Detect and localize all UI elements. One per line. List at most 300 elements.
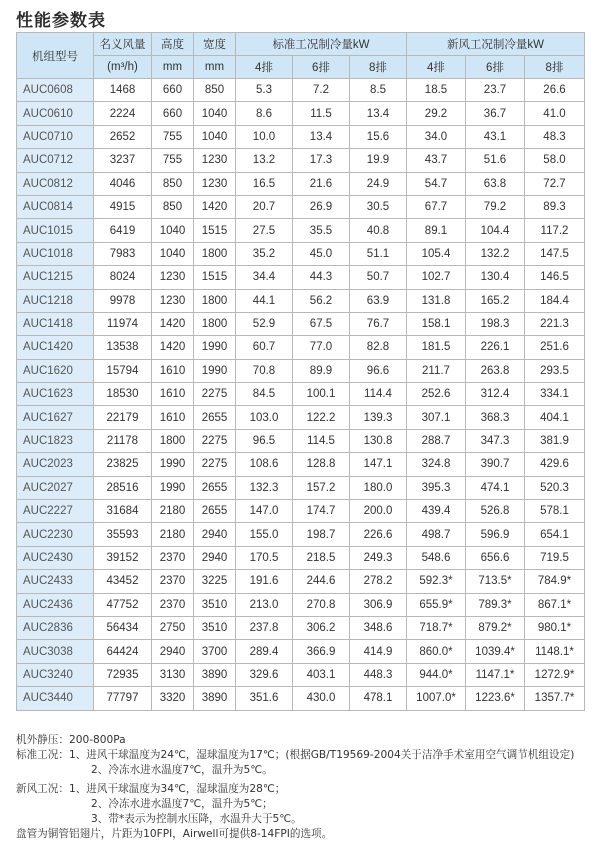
table-row	[17, 102, 585, 125]
table-cell: 67.7	[407, 195, 466, 218]
model-cell: AUC1627	[17, 406, 94, 429]
table-cell: 20.7	[236, 195, 293, 218]
performance-table	[16, 32, 585, 711]
table-cell: 26.6	[525, 79, 585, 102]
table-cell: 430.0	[293, 687, 350, 710]
table-cell: 1610	[152, 406, 194, 429]
model-cell: AUC0610	[17, 102, 94, 125]
table-cell: 1800	[194, 289, 236, 312]
table-cell: 63.9	[350, 289, 407, 312]
table-cell: 128.8	[293, 453, 350, 476]
table-cell: 72.7	[525, 172, 585, 195]
table-cell: 3510	[194, 593, 236, 616]
table-cell: 67.5	[293, 312, 350, 335]
model-cell: AUC1215	[17, 266, 94, 289]
table-cell: 77.0	[293, 336, 350, 359]
table-cell: 8024	[94, 266, 152, 289]
table-cell: 181.5	[407, 336, 466, 359]
table-row	[17, 242, 585, 265]
table-row	[17, 616, 585, 639]
table-cell: 132.3	[236, 476, 293, 499]
table-cell: 58.0	[525, 149, 585, 172]
table-cell: 944.0*	[407, 663, 466, 686]
model-cell: AUC2230	[17, 523, 94, 546]
header-fresh-air-capacity: 新风工况制冷量kW	[407, 33, 585, 56]
table-cell: 100.1	[293, 383, 350, 406]
table-cell: 755	[152, 125, 194, 148]
header-height-unit: mm	[152, 56, 194, 79]
table-row	[17, 219, 585, 242]
table-cell: 2652	[94, 125, 152, 148]
table-cell: 252.6	[407, 383, 466, 406]
table-cell: 50.7	[350, 266, 407, 289]
table-cell: 249.3	[350, 546, 407, 569]
header-width-unit: mm	[194, 56, 236, 79]
table-cell: 879.2*	[466, 616, 525, 639]
table-cell: 184.4	[525, 289, 585, 312]
model-cell: AUC1418	[17, 312, 94, 335]
table-cell: 8.5	[350, 79, 407, 102]
table-row	[17, 429, 585, 452]
table-cell: 200.0	[350, 500, 407, 523]
model-cell: AUC2436	[17, 593, 94, 616]
header-fresh-6-row: 6排	[466, 56, 525, 79]
table-cell: 30.5	[350, 195, 407, 218]
table-cell: 860.0*	[407, 640, 466, 663]
table-cell: 347.3	[466, 429, 525, 452]
model-cell: AUC2836	[17, 616, 94, 639]
table-cell: 21.6	[293, 172, 350, 195]
table-cell: 34.4	[236, 266, 293, 289]
table-cell: 1420	[152, 312, 194, 335]
table-cell: 147.5	[525, 242, 585, 265]
table-cell: 27.5	[236, 219, 293, 242]
table-cell: 43452	[94, 570, 152, 593]
table-cell: 79.2	[466, 195, 525, 218]
model-cell: AUC1420	[17, 336, 94, 359]
table-cell: 2655	[194, 500, 236, 523]
table-cell: 2940	[194, 546, 236, 569]
table-cell: 1147.1*	[466, 663, 525, 686]
table-cell: 114.4	[350, 383, 407, 406]
table-cell: 289.4	[236, 640, 293, 663]
model-cell: AUC2023	[17, 453, 94, 476]
table-cell: 56434	[94, 616, 152, 639]
table-cell: 1990	[152, 453, 194, 476]
table-cell: 3225	[194, 570, 236, 593]
table-cell: 39152	[94, 546, 152, 569]
table-cell: 5.3	[236, 79, 293, 102]
model-cell: AUC2227	[17, 500, 94, 523]
table-cell: 41.0	[525, 102, 585, 125]
table-cell: 1272.9*	[525, 663, 585, 686]
table-cell: 130.4	[466, 266, 525, 289]
table-cell: 251.6	[525, 336, 585, 359]
table-cell: 348.6	[350, 616, 407, 639]
table-cell: 478.1	[350, 687, 407, 710]
table-cell: 1800	[194, 312, 236, 335]
table-cell: 660	[152, 102, 194, 125]
header-std-4-row: 4排	[236, 56, 293, 79]
header-model: 机组型号	[17, 33, 94, 79]
table-row	[17, 570, 585, 593]
table-cell: 270.8	[293, 593, 350, 616]
table-cell: 22179	[94, 406, 152, 429]
table-cell: 718.7*	[407, 616, 466, 639]
table-cell: 43.7	[407, 149, 466, 172]
table-cell: 1990	[194, 336, 236, 359]
table-cell: 130.8	[350, 429, 407, 452]
table-cell: 403.1	[293, 663, 350, 686]
model-cell: AUC1623	[17, 383, 94, 406]
table-cell: 147.0	[236, 500, 293, 523]
model-cell: AUC1015	[17, 219, 94, 242]
table-cell: 23.7	[466, 79, 525, 102]
table-cell: 114.5	[293, 429, 350, 452]
table-cell: 108.6	[236, 453, 293, 476]
table-cell: 395.3	[407, 476, 466, 499]
table-cell: 474.1	[466, 476, 525, 499]
table-cell: 51.6	[466, 149, 525, 172]
table-cell: 15794	[94, 359, 152, 382]
table-cell: 77797	[94, 687, 152, 710]
table-cell: 381.9	[525, 429, 585, 452]
table-cell: 218.5	[293, 546, 350, 569]
table-cell: 131.8	[407, 289, 466, 312]
table-cell: 165.2	[466, 289, 525, 312]
table-cell: 719.5	[525, 546, 585, 569]
table-row	[17, 476, 585, 499]
table-cell: 26.9	[293, 195, 350, 218]
table-cell: 170.5	[236, 546, 293, 569]
table-row	[17, 453, 585, 476]
table-cell: 1040	[152, 242, 194, 265]
table-row	[17, 149, 585, 172]
table-cell: 1357.7*	[525, 687, 585, 710]
table-cell: 263.8	[466, 359, 525, 382]
table-cell: 1230	[194, 172, 236, 195]
table-cell: 226.1	[466, 336, 525, 359]
table-cell: 48.3	[525, 125, 585, 148]
header-std-6-row: 6排	[293, 56, 350, 79]
table-cell: 1515	[194, 219, 236, 242]
table-cell: 324.8	[407, 453, 466, 476]
table-cell: 713.5*	[466, 570, 525, 593]
table-cell: 1800	[152, 429, 194, 452]
table-row	[17, 79, 585, 102]
table-cell: 1039.4*	[466, 640, 525, 663]
model-cell: AUC0712	[17, 149, 94, 172]
table-cell: 23825	[94, 453, 152, 476]
table-cell: 3510	[194, 616, 236, 639]
header-std-8-row: 8排	[350, 56, 407, 79]
table-cell: 36.7	[466, 102, 525, 125]
table-cell: 1420	[194, 195, 236, 218]
table-cell: 31684	[94, 500, 152, 523]
table-row	[17, 195, 585, 218]
table-cell: 221.3	[525, 312, 585, 335]
table-cell: 102.7	[407, 266, 466, 289]
table-cell: 15.6	[350, 125, 407, 148]
table-cell: 3237	[94, 149, 152, 172]
table-row	[17, 172, 585, 195]
table-cell: 526.8	[466, 500, 525, 523]
table-row	[17, 383, 585, 406]
table-cell: 60.7	[236, 336, 293, 359]
table-row	[17, 312, 585, 335]
table-cell: 52.9	[236, 312, 293, 335]
table-cell: 180.0	[350, 476, 407, 499]
model-cell: AUC2430	[17, 546, 94, 569]
model-cell: AUC0812	[17, 172, 94, 195]
table-row	[17, 663, 585, 686]
table-cell: 414.9	[350, 640, 407, 663]
table-cell: 1230	[194, 149, 236, 172]
table-cell: 157.2	[293, 476, 350, 499]
table-cell: 29.2	[407, 102, 466, 125]
table-cell: 13.4	[293, 125, 350, 148]
table-cell: 2370	[152, 593, 194, 616]
model-cell: AUC3440	[17, 687, 94, 710]
table-cell: 16.5	[236, 172, 293, 195]
table-cell: 96.6	[350, 359, 407, 382]
table-cell: 312.4	[466, 383, 525, 406]
table-cell: 70.8	[236, 359, 293, 382]
table-cell: 244.6	[293, 570, 350, 593]
table-cell: 226.6	[350, 523, 407, 546]
table-cell: 2275	[194, 383, 236, 406]
table-cell: 404.1	[525, 406, 585, 429]
table-cell: 2655	[194, 476, 236, 499]
model-cell: AUC3038	[17, 640, 94, 663]
note-fresh-2: 2、冷冻水进水温度7℃，温升为5℃；	[91, 798, 273, 810]
table-cell: 51.1	[350, 242, 407, 265]
table-cell: 1420	[152, 336, 194, 359]
table-cell: 789.3*	[466, 593, 525, 616]
header-standard-capacity: 标准工况制冷量kW	[236, 33, 407, 56]
note-static-pressure: 机外静压：200-800Pa	[16, 734, 126, 746]
table-cell: 660	[152, 79, 194, 102]
table-cell: 3130	[152, 663, 194, 686]
table-cell: 211.7	[407, 359, 466, 382]
table-cell: 498.7	[407, 523, 466, 546]
table-cell: 7983	[94, 242, 152, 265]
table-cell: 2370	[152, 570, 194, 593]
table-cell: 122.2	[293, 406, 350, 429]
page-title: 性能参数表	[16, 11, 106, 31]
table-cell: 56.2	[293, 289, 350, 312]
table-cell: 578.1	[525, 500, 585, 523]
table-cell: 10.0	[236, 125, 293, 148]
table-cell: 548.6	[407, 546, 466, 569]
table-cell: 784.9*	[525, 570, 585, 593]
table-cell: 17.3	[293, 149, 350, 172]
table-cell: 34.0	[407, 125, 466, 148]
table-cell: 13.4	[350, 102, 407, 125]
table-cell: 1007.0*	[407, 687, 466, 710]
model-cell: AUC3240	[17, 663, 94, 686]
table-cell: 3890	[194, 663, 236, 686]
table-row	[17, 359, 585, 382]
table-cell: 2750	[152, 616, 194, 639]
model-cell: AUC0710	[17, 125, 94, 148]
table-cell: 2275	[194, 429, 236, 452]
table-cell: 2940	[152, 640, 194, 663]
table-row	[17, 687, 585, 710]
table-cell: 24.9	[350, 172, 407, 195]
table-cell: 18.5	[407, 79, 466, 102]
model-cell: AUC1620	[17, 359, 94, 382]
table-cell: 44.1	[236, 289, 293, 312]
table-cell: 1230	[152, 266, 194, 289]
model-cell: AUC2027	[17, 476, 94, 499]
table-cell: 2655	[194, 406, 236, 429]
table-cell: 2224	[94, 102, 152, 125]
table-cell: 147.1	[350, 453, 407, 476]
table-cell: 366.9	[293, 640, 350, 663]
table-body	[17, 79, 585, 711]
table-cell: 174.7	[293, 500, 350, 523]
note-fresh-label: 新风工况：	[16, 783, 69, 795]
table-cell: 656.6	[466, 546, 525, 569]
table-row	[17, 523, 585, 546]
table-cell: 40.8	[350, 219, 407, 242]
table-cell: 2180	[152, 523, 194, 546]
table-cell: 1515	[194, 266, 236, 289]
table-cell: 2940	[194, 523, 236, 546]
table-row	[17, 593, 585, 616]
table-cell: 158.1	[407, 312, 466, 335]
table-cell: 654.1	[525, 523, 585, 546]
model-cell: AUC2433	[17, 570, 94, 593]
table-cell: 4915	[94, 195, 152, 218]
table-cell: 72935	[94, 663, 152, 686]
table-cell: 35.5	[293, 219, 350, 242]
table-cell: 306.9	[350, 593, 407, 616]
table-cell: 334.1	[525, 383, 585, 406]
header-fresh-8-row: 8排	[525, 56, 585, 79]
table-cell: 76.7	[350, 312, 407, 335]
table-cell: 3320	[152, 687, 194, 710]
table-cell: 368.3	[466, 406, 525, 429]
table-cell: 1990	[194, 359, 236, 382]
table-cell: 13.2	[236, 149, 293, 172]
notes	[16, 733, 586, 842]
table-cell: 96.5	[236, 429, 293, 452]
table-row	[17, 125, 585, 148]
header-airflow-unit: (m³/h)	[94, 56, 152, 79]
table-row	[17, 289, 585, 312]
table-cell: 1223.6*	[466, 687, 525, 710]
table-cell: 1040	[194, 102, 236, 125]
table-row	[17, 546, 585, 569]
table-cell: 592.3*	[407, 570, 466, 593]
table-row	[17, 500, 585, 523]
table-cell: 103.0	[236, 406, 293, 429]
table-cell: 9978	[94, 289, 152, 312]
table-cell: 2275	[194, 453, 236, 476]
note-standard-2: 2、冷冻水进水温度7℃，温升为5℃。	[91, 764, 273, 776]
table-cell: 47752	[94, 593, 152, 616]
table-cell: 307.1	[407, 406, 466, 429]
table-cell: 596.9	[466, 523, 525, 546]
table-cell: 278.2	[350, 570, 407, 593]
table-cell: 1230	[152, 289, 194, 312]
table-cell: 1990	[152, 476, 194, 499]
table-cell: 329.6	[236, 663, 293, 686]
table-cell: 155.0	[236, 523, 293, 546]
table-cell: 448.3	[350, 663, 407, 686]
table-cell: 198.7	[293, 523, 350, 546]
header-height: 高度	[152, 33, 194, 56]
table-cell: 429.6	[525, 453, 585, 476]
table-cell: 3700	[194, 640, 236, 663]
table-cell: 44.3	[293, 266, 350, 289]
table-cell: 117.2	[525, 219, 585, 242]
table-cell: 18530	[94, 383, 152, 406]
table-cell: 43.1	[466, 125, 525, 148]
table-cell: 1800	[194, 242, 236, 265]
table-cell: 104.4	[466, 219, 525, 242]
header-width: 宽度	[194, 33, 236, 56]
table-cell: 213.0	[236, 593, 293, 616]
table-cell: 13538	[94, 336, 152, 359]
table-cell: 1610	[152, 359, 194, 382]
note-fresh-1: 新风工况：1、进风干球温度为34℃，湿球温度为28℃；	[16, 783, 286, 795]
table-cell: 191.6	[236, 570, 293, 593]
table-cell: 11974	[94, 312, 152, 335]
model-cell: AUC1823	[17, 429, 94, 452]
table-cell: 1468	[94, 79, 152, 102]
table-cell: 288.7	[407, 429, 466, 452]
table-cell: 198.3	[466, 312, 525, 335]
table-cell: 980.1*	[525, 616, 585, 639]
note-fresh-3: 3、带*表示为控制水压降，水温升大于5℃。	[91, 813, 302, 825]
table-row	[17, 336, 585, 359]
table-cell: 146.5	[525, 266, 585, 289]
table-cell: 850	[152, 195, 194, 218]
table-cell: 1148.1*	[525, 640, 585, 663]
table-cell: 21178	[94, 429, 152, 452]
table-row	[17, 640, 585, 663]
table-cell: 28516	[94, 476, 152, 499]
table-cell: 1040	[194, 125, 236, 148]
table-cell: 8.6	[236, 102, 293, 125]
table-cell: 293.5	[525, 359, 585, 382]
table-cell: 89.9	[293, 359, 350, 382]
table-cell: 390.7	[466, 453, 525, 476]
table-cell: 64424	[94, 640, 152, 663]
table-cell: 306.2	[293, 616, 350, 639]
table-cell: 1040	[152, 219, 194, 242]
table-cell: 11.5	[293, 102, 350, 125]
header-airflow: 名义风量	[94, 33, 152, 56]
table-cell: 520.3	[525, 476, 585, 499]
note-standard-1: 标准工况：1、进风干球温度为24℃，湿球温度为17℃；(根据GB/T19569-2004关于洁净手术室用空气调节机组设定)	[16, 749, 575, 761]
table-cell: 3890	[194, 687, 236, 710]
header-fresh-4-row: 4排	[407, 56, 466, 79]
table-cell: 139.3	[350, 406, 407, 429]
table-row	[17, 266, 585, 289]
table-cell: 45.0	[293, 242, 350, 265]
table-cell: 867.1*	[525, 593, 585, 616]
table-cell: 7.2	[293, 79, 350, 102]
table-cell: 4046	[94, 172, 152, 195]
table-cell: 35593	[94, 523, 152, 546]
table-cell: 2180	[152, 500, 194, 523]
table-cell: 35.2	[236, 242, 293, 265]
table-cell: 84.5	[236, 383, 293, 406]
